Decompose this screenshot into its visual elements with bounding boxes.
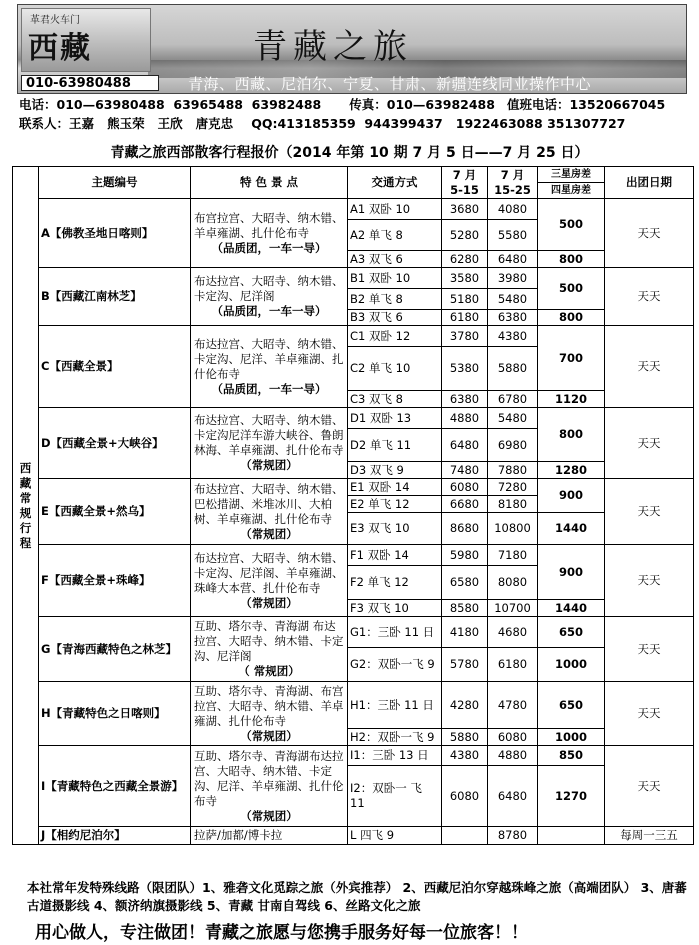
- table-row: [13, 268, 694, 289]
- transport-option: I1：三卧 13 日: [348, 746, 442, 766]
- header-date: 出团日期: [605, 167, 694, 199]
- transport-option: D2 单飞 11: [348, 429, 442, 462]
- person-names: 王嘉 熊玉荣 王欣 唐克忠: [69, 116, 234, 131]
- table-row: [13, 617, 694, 648]
- departure-date: 每周一三五: [605, 827, 694, 845]
- header-banner: [17, 4, 687, 94]
- price-table: [12, 166, 694, 845]
- route-spots: [191, 617, 348, 682]
- price-period-2: 5880: [488, 347, 538, 391]
- price-period-1: 5280: [442, 220, 488, 251]
- header-room-4star: 四星房差: [538, 183, 605, 199]
- price-period-1: 5980: [442, 545, 488, 566]
- route-code: B【西藏江南林芝】: [39, 268, 191, 326]
- spots-text: 互助、塔尔寺、青海湖、布宫拉宫、大昭寺、纳木错、羊卓雍湖、扎什伦布寺: [194, 683, 344, 728]
- price-period-2: 4680: [488, 617, 538, 648]
- spots-text: 布达拉宫、大昭寺、纳木错、巴松措湖、米堆冰川、大柏树、羊卓雍湖、扎什伦布寺: [194, 481, 344, 526]
- header-price-1: 7 月 5-15: [442, 167, 488, 199]
- price-period-2: 4780: [488, 682, 538, 729]
- contact-line-persons: [19, 114, 625, 132]
- room-diff-3star: 500: [538, 199, 605, 251]
- price-period-2: 6380: [488, 310, 538, 326]
- footer-note: 本社常年发特殊线路（限团队）1、雅砻文化觅踪之旅（外宾推荐） 2、西藏尼泊尔穿越珠峰之旅（高端团队） 3、唐蕃古道摄影线 4、额济纳旗摄影线 5、青藏 甘南自驾线 6、丝路文化之旅: [27, 880, 687, 913]
- logo: [21, 8, 151, 72]
- departure-date: 天天: [605, 479, 694, 545]
- table-row: [13, 545, 694, 566]
- route-code: A【佛教圣地日喀则】: [39, 199, 191, 268]
- room-diff-4star: 800: [538, 251, 605, 268]
- qq-values: 413185359 944399437 1922463088 351307727: [277, 116, 626, 131]
- tour-type-note: （品质团，一车一导）: [211, 304, 327, 318]
- departure-date: 天天: [605, 199, 694, 268]
- route-code: C【西藏全景】: [39, 326, 191, 408]
- price-period-2: 5580: [488, 220, 538, 251]
- fax-value: 010—63982488: [386, 97, 495, 112]
- price-period-1: 5180: [442, 289, 488, 310]
- price-period-2: 4880: [488, 746, 538, 766]
- departure-date: 天天: [605, 617, 694, 682]
- spots-text: 布达拉宫、大昭寺、纳木错、卡定沟、尼洋、羊卓雍湖、扎什伦布寺: [194, 336, 344, 381]
- transport-option: H2：双卧一飞 9: [348, 729, 442, 746]
- room-diff-4star: 1000: [538, 729, 605, 746]
- route-spots: [191, 746, 348, 827]
- contact-line-phone: [19, 95, 665, 113]
- tour-type-note: （ 常规团）: [238, 664, 300, 678]
- transport-option: H1：三卧 11 日: [348, 682, 442, 729]
- header-spots: 特 色 景 点: [191, 167, 348, 199]
- route-spots: [191, 479, 348, 545]
- table-row: [13, 827, 694, 845]
- tour-type-note: （常规团）: [240, 458, 298, 472]
- route-code: I【青藏特色之西藏全景游】: [39, 746, 191, 827]
- transport-option: G1：三卧 11 日: [348, 617, 442, 648]
- price-period-1: 6080: [442, 479, 488, 496]
- route-code: J【相约尼泊尔】: [39, 827, 191, 845]
- qq-label: QQ:: [251, 116, 278, 131]
- header-price-2: 7 月 15-25: [488, 167, 538, 199]
- route-spots: [191, 408, 348, 479]
- header-transport: 交通方式: [348, 167, 442, 199]
- room-diff-3star: 700: [538, 326, 605, 391]
- header-room-3star: 三星房差: [538, 167, 605, 183]
- price-period-1: 3680: [442, 199, 488, 220]
- transport-option: E1 双卧 14: [348, 479, 442, 496]
- departure-date: 天天: [605, 326, 694, 408]
- transport-option: C2 单飞 10: [348, 347, 442, 391]
- room-diff-3star: 800: [538, 408, 605, 462]
- price-period-2: 4080: [488, 199, 538, 220]
- route-code: F【西藏全景+珠峰】: [39, 545, 191, 617]
- price-period-2: 5480: [488, 289, 538, 310]
- spots-text: 布宫拉宫、大昭寺、纳木错、羊卓雍湖、扎什伦布寺: [194, 210, 344, 240]
- transport-option: D1 双卧 13: [348, 408, 442, 429]
- table-row: [13, 199, 694, 220]
- spots-text: 布达拉宫、大昭寺、纳木错、卡定沟、尼洋阁、羊卓雍湖、珠峰大本营、扎什伦布寺: [194, 550, 344, 595]
- price-period-2: 7280: [488, 479, 538, 496]
- room-diff-4star: 1280: [538, 462, 605, 479]
- transport-option: C3 双飞 8: [348, 391, 442, 408]
- banner-phone: 010-63980488: [21, 75, 159, 91]
- tour-type-note: （常规团）: [240, 595, 298, 610]
- price-period-2: 6080: [488, 729, 538, 746]
- price-period-2: 6980: [488, 429, 538, 462]
- price-period-2: 7180: [488, 545, 538, 566]
- room-diff-4star: 1120: [538, 391, 605, 408]
- transport-option: E2 单飞 12: [348, 496, 442, 513]
- room-diff-3star: 500: [538, 268, 605, 310]
- room-diff: [538, 827, 605, 845]
- departure-date: 天天: [605, 746, 694, 827]
- price-period-1: 8580: [442, 600, 488, 617]
- person-label: 联系人：: [19, 116, 70, 131]
- spots-text: 布达拉宫、大昭寺、纳木错、卡定沟尼洋车游大峡谷、鲁朗林海、羊卓雍湖、扎什伦布寺: [194, 413, 344, 457]
- route-code: D【西藏全景+大峡谷】: [39, 408, 191, 479]
- tour-type-note: （常规团）: [240, 526, 298, 541]
- price-period-1: 6280: [442, 251, 488, 268]
- banner-subtitle: 青海、西藏、尼泊尔、宁夏、甘肃、新疆连线同业操作中心: [188, 75, 592, 93]
- transport-option: E3 双飞 10: [348, 513, 442, 545]
- price-period-1: 4180: [442, 617, 488, 648]
- price-period-2: 8080: [488, 566, 538, 600]
- transport-option: F3 双飞 10: [348, 600, 442, 617]
- duty-label: 值班电话：: [506, 97, 570, 112]
- slogan: 用心做人，专注做团！青藏之旅愿与您携手服务好每一位旅客！！: [35, 923, 528, 943]
- transport-option: A3 双飞 6: [348, 251, 442, 268]
- price-period-1: 6180: [442, 310, 488, 326]
- price-period-1: [442, 827, 488, 845]
- tel-label: 电话：: [19, 97, 57, 112]
- room-diff-3star: 850: [538, 746, 605, 766]
- price-period-1: 6580: [442, 566, 488, 600]
- transport-option: A1 双卧 10: [348, 199, 442, 220]
- transport-option: L 四飞 9: [348, 827, 442, 845]
- transport-option: B2 单飞 8: [348, 289, 442, 310]
- spots-text: 布达拉宫、大昭寺、纳木错、卡定沟、尼洋阁: [194, 274, 344, 303]
- price-period-1: 5880: [442, 729, 488, 746]
- table-header-row: [13, 167, 694, 183]
- header-code: 主题编号: [39, 167, 191, 199]
- price-period-1: 4380: [442, 746, 488, 766]
- price-period-2: 10700: [488, 600, 538, 617]
- departure-date: 天天: [605, 682, 694, 746]
- price-period-1: 6480: [442, 429, 488, 462]
- room-diff-3star: 900: [538, 479, 605, 513]
- price-period-1: 4280: [442, 682, 488, 729]
- spots-text: 互助、塔尔寺、青海湖布达拉宫、大昭寺、纳木错、卡定沟、尼洋、羊卓雍湖、扎什伦布寺: [194, 748, 344, 808]
- logo-text: 西藏: [28, 31, 92, 66]
- room-diff-3star: 650: [538, 682, 605, 729]
- tour-type-note: （常规团）: [240, 808, 298, 823]
- table-row: [13, 682, 694, 729]
- route-spots: [191, 199, 348, 268]
- banner-title: 青藏之旅: [253, 27, 413, 67]
- price-period-1: 4880: [442, 408, 488, 429]
- price-period-1: 3780: [442, 326, 488, 347]
- route-spots: [191, 682, 348, 746]
- price-period-2: 8180: [488, 496, 538, 513]
- room-diff-3star: 650: [538, 617, 605, 648]
- transport-option: B3 双飞 6: [348, 310, 442, 326]
- room-diff-4star: 800: [538, 310, 605, 326]
- tour-type-note: （常规团）: [240, 728, 298, 743]
- transport-option: F1 双卧 14: [348, 545, 442, 566]
- table-row: [13, 479, 694, 496]
- departure-date: 天天: [605, 545, 694, 617]
- room-diff-4star: 1270: [538, 766, 605, 827]
- price-period-2: 6180: [488, 648, 538, 682]
- price-period-1: 5380: [442, 347, 488, 391]
- departure-date: 天天: [605, 268, 694, 326]
- transport-option: I2：双卧一 飞 11: [348, 766, 442, 827]
- page-title: 青藏之旅西部散客行程报价（2014 年第 10 期 7 月 5 日——7 月 25 日）: [110, 145, 589, 161]
- table-row: [13, 746, 694, 766]
- price-period-2: 8780: [488, 827, 538, 845]
- room-diff-4star: 1440: [538, 600, 605, 617]
- price-period-1: 8680: [442, 513, 488, 545]
- spots-text: 拉萨/加都/博卡拉: [194, 828, 283, 842]
- price-period-2: 5480: [488, 408, 538, 429]
- price-period-2: 10800: [488, 513, 538, 545]
- route-spots: [191, 545, 348, 617]
- transport-option: B1 双卧 10: [348, 268, 442, 289]
- route-code: H【青藏特色之日喀则】: [39, 682, 191, 746]
- logo-caption: 革君火车门: [30, 15, 80, 26]
- price-period-2: 6780: [488, 391, 538, 408]
- transport-option: F2 单飞 12: [348, 566, 442, 600]
- tel-values: 010—63980488 63965488 63982488: [56, 97, 322, 112]
- fax-label: 传真：: [349, 97, 387, 112]
- transport-option: A2 单飞 8: [348, 220, 442, 251]
- transport-option: D3 双飞 9: [348, 462, 442, 479]
- price-period-1: 3580: [442, 268, 488, 289]
- price-period-2: 6480: [488, 766, 538, 827]
- price-period-2: 3980: [488, 268, 538, 289]
- room-diff-4star: 1000: [538, 648, 605, 682]
- price-period-1: 6680: [442, 496, 488, 513]
- price-period-1: 6080: [442, 766, 488, 827]
- table-row: [13, 408, 694, 429]
- spots-text: 互助、塔尔寺、青海湖 布达拉宫、大昭寺、纳木错、卡定沟、尼洋阁: [194, 619, 344, 663]
- price-period-1: 7480: [442, 462, 488, 479]
- room-diff-3star: 900: [538, 545, 605, 600]
- price-period-2: 6480: [488, 251, 538, 268]
- side-label: 西 藏 常 规 行 程: [13, 167, 39, 845]
- price-period-1: 5780: [442, 648, 488, 682]
- price-period-1: 6380: [442, 391, 488, 408]
- route-spots: [191, 827, 348, 845]
- tour-type-note: （品质团，一车一导）: [211, 381, 327, 396]
- route-spots: [191, 268, 348, 326]
- duty-value: 13520667045: [569, 97, 666, 112]
- route-code: G【青海西藏特色之林芝】: [39, 617, 191, 682]
- route-code: E【西藏全景+然乌】: [39, 479, 191, 545]
- price-period-2: 4380: [488, 326, 538, 347]
- tour-type-note: （品质团，一车一导）: [211, 240, 327, 255]
- departure-date: 天天: [605, 408, 694, 479]
- table-row: [13, 326, 694, 347]
- route-spots: [191, 326, 348, 408]
- room-diff-4star: 1440: [538, 513, 605, 545]
- price-period-2: 7880: [488, 462, 538, 479]
- transport-option: G2：双卧一飞 9: [348, 648, 442, 682]
- transport-option: C1 双卧 12: [348, 326, 442, 347]
